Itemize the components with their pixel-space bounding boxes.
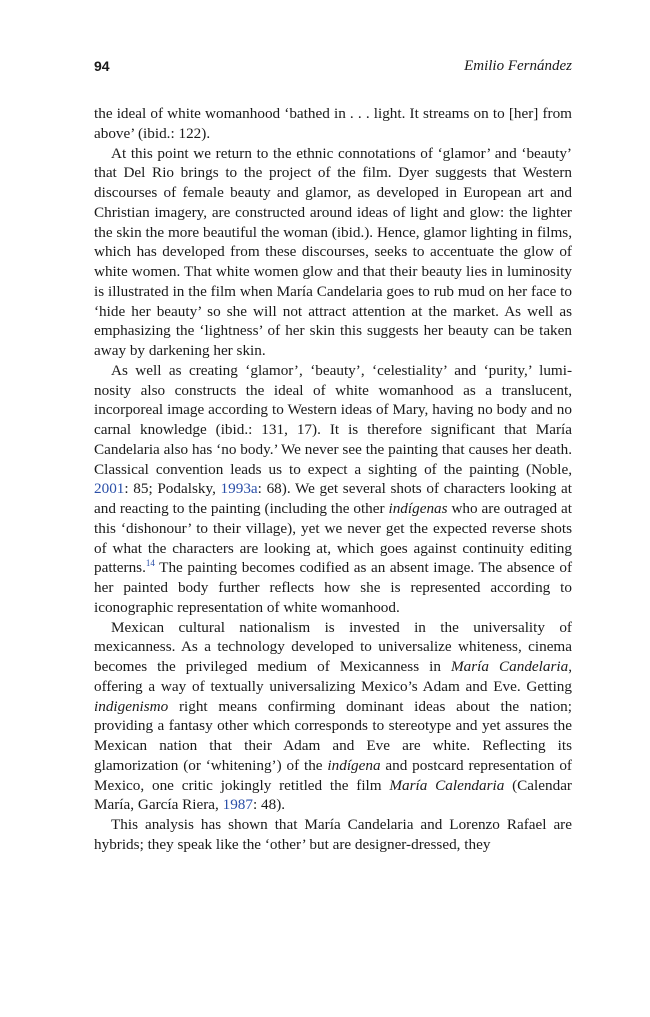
paragraph-3-text-2: : 85; Podalsky, [124,480,221,498]
paragraph-4-text-5: (Calendar María, García Riera, [94,776,572,814]
citation-link-podalsky-1993a[interactable]: 1993a [220,480,258,498]
page-number: 94 [94,58,110,74]
paragraph-4-italic-indigena: indígena [327,756,381,774]
running-head [94,58,572,80]
paragraph-4-text-1: Mexican cultural nationalism is invested in the universality of mexicanness. As a technology developed to universalize whiteness, cinema becomes the privileged medium of Mexicanness in [94,618,572,675]
paragraph-5 [94,815,572,855]
citation-link-noble-2001[interactable]: 2001 [94,480,125,498]
paragraph-2 [94,144,572,361]
paragraph-3-text-3: : 68). We get several shots of characters looking at and reacting to the painting (including the other [94,480,572,517]
paragraph-4 [94,618,572,816]
paragraph-4-text-4: and postcard representation of Mexico, one critic jokingly retitled the film [94,756,572,794]
footnote-ref-14[interactable]: 14 [145,558,155,569]
paragraph-3-italic-indigenas: indígenas [388,500,448,517]
paragraph-3-text-5: The painting becomes codified as an absent image. The absence of her painted body further reflects how she is represented according to iconographic representation of white womanhood. [94,559,572,616]
paragraph-4-italic-indigenismo: indigenismo [94,697,169,715]
paragraph-3-text-4: who are outraged at this ‘dishonour’ to their village), yet we never get the expected reverse shots of what the characters are looking at, which goes against continuity editing patterns. [94,500,572,577]
paragraph-4-italic-film-title: María Candelaria [451,658,569,675]
running-title: Emilio Fernández [464,58,572,74]
citation-link-garcia-riera-1987[interactable]: 1987 [222,796,253,814]
paragraph-4-italic-calendaria: María Calendaria [389,776,505,794]
paragraph-4-text-3: right means confirming dominant ideas about the nation; providing a fantasy other which corresponds to stereotype and yet assures the Mexican nation that their Adam and Eve are white. Reflecting its glamorization (or ‘whitening’) of the [94,697,572,774]
paragraph-1-text: the ideal of white womanhood ‘bathed in . . . light. It streams on to [her] from above’ (ibid.: 122). [94,105,572,142]
paragraph-5-text: This analysis has shown that María Candelaria and Lorenzo Rafael are hybrids; they speak like the ‘other’ but are designer-dressed, they [94,816,572,853]
paragraph-4-text-6: : 48). [252,796,286,814]
paragraph-1 [94,104,572,144]
paragraph-3 [94,361,572,618]
body-text [94,104,572,855]
paragraph-3-text-1: As well as creating ‘glamor’, ‘beauty’, ‘celestiality’ and ‘purity,’ lumi-nosity also constructs the ideal of white womanhood as a translucent, incorporeal image according to Western ideas of Mary, having no body and no carnal knowledge (ibid.: 131, 17). It is therefore significant that María Candelaria also has ‘no body.’ We never see the painting that causes her death. Classical convention leads us to expect a sighting of the painting (Noble, [94,361,572,478]
paragraph-2-text: At this point we return to the ethnic connotations of ‘glamor’ and ‘beauty’ that Del Rio brings to the project of the film. Dyer suggests that Western discourses of female beauty and glamor, as developed in European art and Christian imagery, are constructed around ideas of light and glow: the lighter the skin the more beautiful the woman (ibid.). Hence, glamor lighting in films, which has developed from these discourses, seeks to accentuate the glow of white women. That white women glow and that their beauty lies in luminosity is illustrated in the film when María Candelaria goes to rub mud on her face to ‘hide her beauty’ so she will not attract attention at the market. As well as emphasizing the ‘lightness’ of her skin this suggests her beauty can be taken away by darkening her skin. [94,144,572,359]
paragraph-4-text-2: , offering a way of textually universalizing Mexico’s Adam and Eve. Getting [94,658,572,695]
